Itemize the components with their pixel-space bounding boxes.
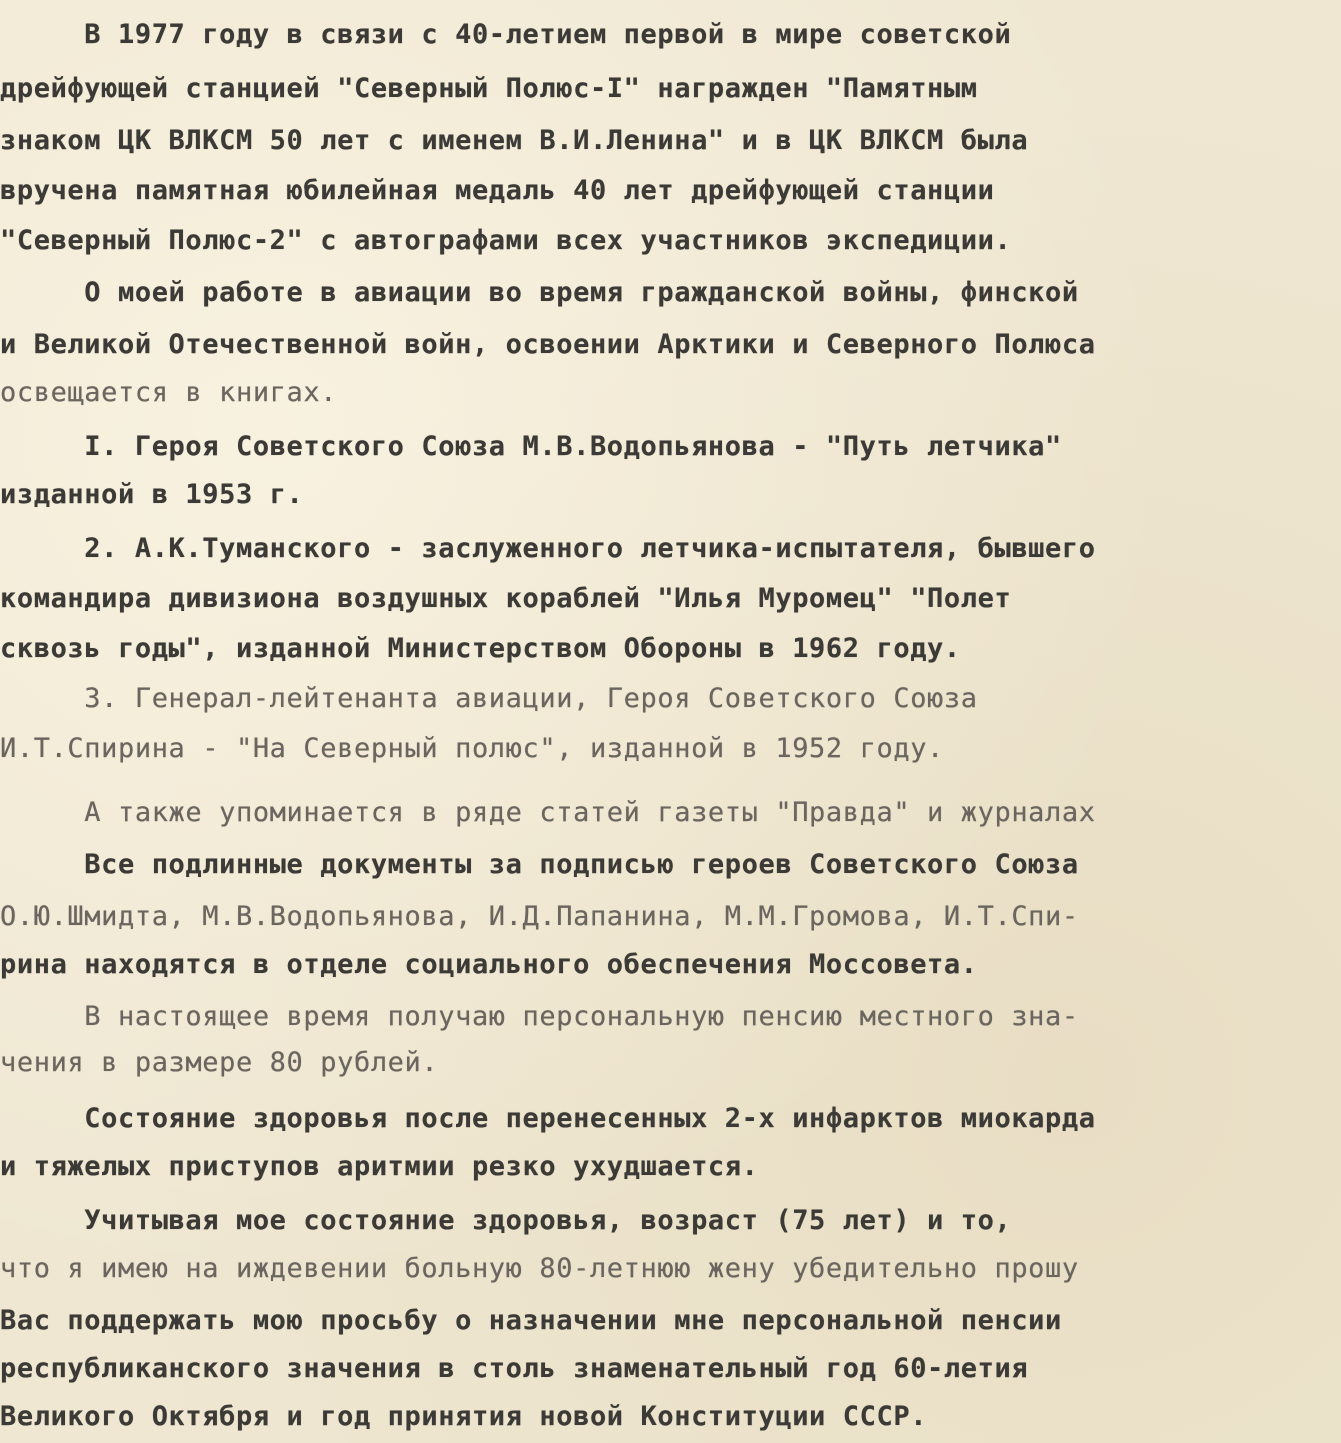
text-line: О.Ю.Шмидта, М.В.Водопьянова, И.Д.Папанина, М.М.Громова, И.Т.Спи- [0,901,1079,932]
text-line: 2. А.К.Туманского - заслуженного летчика-испытателя, бывшего [0,533,1096,564]
text-line: сквозь годы", изданной Министерством Обороны в 1962 году. [0,633,961,664]
text-line: освещается в книгах. [0,377,338,408]
text-line: Учитывая мое состояние здоровья, возраст (75 лет) и то, [0,1205,1012,1236]
text-line: I. Героя Советского Союза М.В.Водопьянова - "Путь летчика" [0,431,1062,462]
text-line: и тяжелых приступов аритмии резко ухудшается. [0,1151,759,1182]
text-line: И.Т.Спирина - "На Северный полюс", изданной в 1952 году. [0,733,944,764]
text-line: командира дивизиона воздушных кораблей "Илья Муромец" "Полет [0,583,1012,614]
text-line: знаком ЦК ВЛКСМ 50 лет с именем В.И.Ленина" и в ЦК ВЛКСМ была [0,125,1029,156]
text-line: В 1977 году в связи с 40-летием первой в мире советской [0,19,1012,50]
text-line: дрейфующей станцией "Северный Полюс-I" награжден "Памятным [0,73,978,104]
text-line: О моей работе в авиации во время гражданской войны, финской [0,277,1079,308]
text-line: Все подлинные документы за подписью героев Советского Союза [0,849,1079,880]
text-line: вручена памятная юбилейная медаль 40 лет дрейфующей станции [0,175,995,206]
text-line: республиканского значения в столь знаменательный год 60-летия [0,1353,1029,1384]
text-line: 3. Генерал-лейтенанта авиации, Героя Советского Союза [0,683,978,714]
text-line: А также упоминается в ряде статей газеты "Правда" и журналах [0,797,1096,828]
text-line: Состояние здоровья после перенесенных 2-х инфарктов миокарда [0,1103,1096,1134]
text-line: и Великой Отечественной войн, освоении Арктики и Северного Полюса [0,329,1096,360]
text-line: В настоящее время получаю персональную пенсию местного зна- [0,1001,1079,1032]
text-line: рина находятся в отделе социального обеспечения Моссовета. [0,949,978,980]
text-line: Вас поддержать мою просьбу о назначении мне персональной пенсии [0,1305,1062,1336]
text-line: "Северный Полюс-2" с автографами всех участников экспедиции. [0,225,1012,256]
text-line: Великого Октября и год принятия новой Конституции СССР. [0,1401,928,1432]
text-line: чения в размере 80 рублей. [0,1047,439,1078]
text-line: что я имею на иждевении больную 80-летнюю жену убедительно прошу [0,1253,1079,1284]
text-line: изданной в 1953 г. [0,479,304,510]
